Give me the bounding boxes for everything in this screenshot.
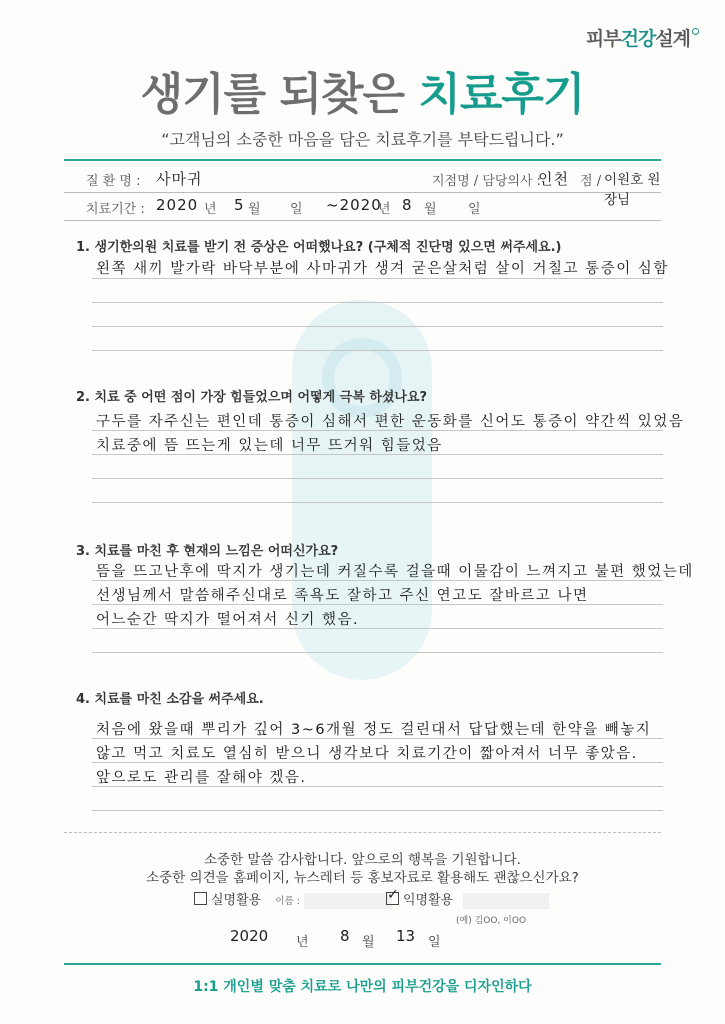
question-1: 1. 생기한의원 치료를 받기 전 증상은 어떠했나요? (구체적 진단명 있으면 써주세요.) — [76, 240, 562, 255]
closing-question: 소중한 의견을 홈페이지, 뉴스레터 등 홍보자료로 활용해도 괜찮으신가요? — [146, 870, 579, 886]
date-day-label: 일 — [428, 935, 441, 950]
date-day[interactable]: 13 — [396, 927, 416, 945]
answer-4-line-1[interactable]: 처음에 왔을때 뿌리가 깊어 3~6개월 정도 걸린대서 답답했는데 한약을 빼놓지 — [96, 722, 652, 738]
date-year[interactable]: 2020 — [230, 927, 269, 945]
check-mark-icon: ✓ — [387, 887, 399, 903]
question-4: 4. 치료를 마친 소감을 써주세요. — [76, 692, 264, 707]
answer-2-line-1[interactable]: 구두를 자주신는 편인데 통증이 심해서 편한 운동화를 신어도 통증이 약간씩 있었음 — [96, 414, 685, 430]
ruled-line — [92, 786, 663, 787]
branch-suffix: 점 / — [580, 174, 602, 189]
footer-slogan: 1:1 개인별 맞춤 치료로 나만의 피부건강을 디자인하다 — [193, 979, 532, 995]
ruled-line — [92, 454, 663, 455]
title-accent: 치료후기 — [418, 69, 585, 120]
answer-3-line-1[interactable]: 뜸을 뜨고난후에 딱지가 생기는데 커질수록 걸을때 이물감이 느껴지고 불편 했었는데 — [96, 564, 694, 580]
page-title — [0, 58, 725, 122]
answer-4-line-2[interactable]: 않고 먹고 치료도 열심히 받으니 생각보다 치료기간이 짧아져서 너무 좋았음. — [96, 746, 638, 762]
ruled-line — [92, 302, 663, 303]
anonymous-option[interactable] — [386, 889, 549, 909]
ruled-line — [92, 502, 663, 503]
question-2: 2. 치료 중 어떤 점이 가장 힘들었으며 어떻게 극복 하셨나요? — [76, 390, 428, 405]
year-label: 년 — [378, 202, 391, 217]
end-year[interactable]: ~2020 — [326, 196, 382, 214]
answer-1-line-1[interactable]: 왼쪽 새끼 발가락 바닥부분에 사마귀가 생겨 굳은살처럼 살이 거칠고 통증이 심함 — [96, 261, 669, 277]
answer-2-line-2[interactable]: 치료중에 뜸 뜨는게 있는데 너무 뜨거워 힘들었음 — [96, 438, 443, 454]
doctor-value[interactable]: 이원호 원장님 — [604, 172, 661, 208]
real-name-checkbox[interactable] — [194, 892, 207, 905]
subtitle: “고객님의 소중한 마음을 담은 치료후기를 부탁드립니다.” — [161, 130, 564, 149]
ruled-line — [92, 326, 663, 327]
ruled-line — [92, 652, 663, 653]
section-divider — [64, 832, 661, 833]
diagnosis-value[interactable]: 사마귀 — [156, 170, 203, 188]
brand-logo: 피부건강설계 — [586, 24, 699, 51]
closing-thanks: 소중한 말씀 감사합니다. 앞으로의 행복을 기원합니다. — [204, 852, 521, 868]
end-month[interactable]: 8 — [402, 196, 413, 214]
branch-label: 지점명 / 담당의사 : — [432, 174, 542, 189]
start-month[interactable]: 5 — [234, 196, 245, 214]
ruled-line — [92, 350, 663, 351]
anonymous-name-field[interactable] — [463, 893, 549, 909]
name-field[interactable] — [304, 893, 392, 909]
ruled-line — [92, 810, 663, 811]
period-label: 치료기간 : — [86, 202, 145, 217]
ruled-line — [92, 580, 663, 581]
anonymous-checkbox[interactable] — [386, 887, 399, 905]
bottom-divider — [64, 963, 661, 965]
title-main: 생기를 되찾은 — [140, 69, 419, 120]
branch-value[interactable]: 인천 — [538, 170, 569, 188]
date-month[interactable]: 8 — [340, 927, 350, 945]
ruled-line — [92, 278, 663, 279]
top-divider — [64, 159, 661, 161]
month-label: 월 — [424, 202, 437, 217]
day-label: 일 — [468, 202, 481, 217]
real-name-label: 실명활용 — [211, 893, 262, 908]
ruled-line — [92, 604, 663, 605]
ruled-line — [92, 738, 663, 739]
period-row — [64, 192, 661, 221]
anonymous-label: 익명활용 — [403, 893, 454, 908]
day-label: 일 — [290, 202, 303, 217]
ruled-line — [92, 628, 663, 629]
ruled-line — [92, 762, 663, 763]
date-month-label: 월 — [362, 935, 375, 950]
year-label: 년 — [204, 202, 217, 217]
ruled-line — [92, 478, 663, 479]
example-note: (예) 김OO, 이OO — [456, 916, 527, 926]
start-year[interactable]: 2020 — [156, 196, 199, 214]
real-name-option[interactable] — [194, 889, 392, 909]
answer-3-line-3[interactable]: 어느순간 딱지가 떨어져서 신기 했음. — [96, 612, 360, 628]
answer-3-line-2[interactable]: 선생님께서 말씀해주신대로 족욕도 잘하고 주신 연고도 잘바르고 나면 — [96, 588, 589, 604]
question-3: 3. 치료를 마친 후 현재의 느낌은 어떠신가요? — [76, 544, 339, 559]
date-year-label: 년 — [296, 935, 309, 950]
name-label: 이름 : — [275, 896, 300, 907]
ruled-line — [92, 430, 663, 431]
answer-4-line-3[interactable]: 앞으로도 관리를 잘해야 겠음. — [96, 770, 307, 786]
month-label: 월 — [248, 202, 261, 217]
diagnosis-label: 질 환 명 : — [86, 174, 141, 189]
